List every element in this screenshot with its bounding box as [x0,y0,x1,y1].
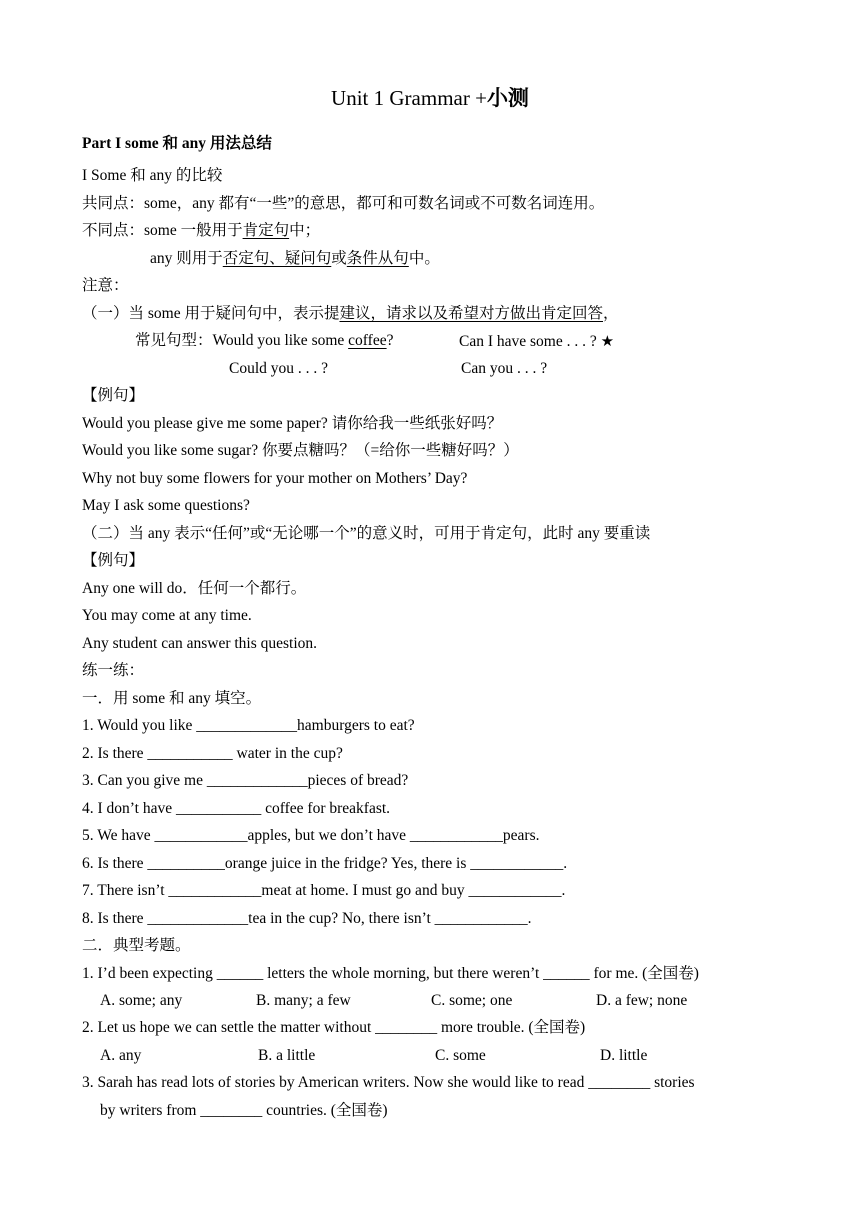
option: B. many; a few [256,992,351,1009]
text-run: any 则用于 [150,250,223,267]
star-icon: ★ [600,332,615,350]
text-run: 中。 [408,250,440,267]
exam-question-1: 1. I’d been expecting ______ letters the whole morning, but there weren’t ______ for me. (全国卷) [82,965,699,982]
underlined-text: 否定句、疑问句 [222,250,332,267]
difference-any [150,248,440,270]
fill-question-3: 3. Can you give me _____________pieces of bread? [82,772,409,789]
pattern-line-1 [135,330,393,352]
same-points: 共同点：some，any 都有“一些”的意思，都可和可数名词或不可数名词连用。 [82,195,605,212]
note-label: 注意： [82,277,129,294]
note-one [82,303,619,325]
example-sentence: Why not buy some flowers for your mother on Mothers’ Day? [82,470,468,487]
page-title [0,84,860,112]
text-run: ， [603,305,619,322]
fill-question-6: 6. Is there __________orange juice in the fridge? Yes, there is ____________. [82,855,568,872]
fill-question-7: 7. There isn’t ____________meat at home. I must go and buy ____________. [82,882,566,899]
example-sentence: Any one will do．任何一个都行。 [82,580,307,597]
example-label: 【例句】 [82,387,145,404]
underlined-text: 肯定句 [242,222,290,239]
practice-label: 练一练： [82,662,145,679]
text-run: 不同点：some 一般用于 [82,222,243,239]
note-two: （二）当 any 表示“任何”或“无论哪一个”的意义时，可用于肯定句，此时 any 要重读 [82,525,651,542]
underlined-text: 建议，请求以及希望对方做出肯定回答 [339,305,603,322]
option: C. some [435,1047,486,1064]
option: D. little [600,1047,648,1064]
option: D. a few; none [596,992,688,1009]
option: B. a little [258,1047,316,1064]
text-run: ? [386,332,394,349]
pattern-line-1b [459,330,614,353]
example-sentence: May I ask some questions? [82,497,250,514]
fill-question-1: 1. Would you like _____________hamburgers to eat? [82,717,415,734]
text-run: 中； [289,222,321,239]
example-sentence: Would you please give me some paper? 请你给我一些纸张好吗？ [82,415,503,432]
text-run: 或 [331,250,347,267]
fill-question-8: 8. Is there _____________tea in the cup? No, there isn’t ____________. [82,910,532,927]
section-two-heading: 二．典型考题。 [82,937,191,954]
text-run: （一）当 some 用于疑问句中，表示提 [82,305,340,322]
text-run: Can I have some . . . ? [459,333,597,350]
example-label: 【例句】 [82,552,145,569]
example-sentence: Any student can answer this question. [82,635,318,652]
example-sentence: You may come at any time. [82,607,252,624]
title-cn: 小测 [486,86,529,110]
example-sentence: Would you like some sugar? 你要点糖吗？（=给你一些糖好吗？） [82,442,519,459]
difference-some [82,220,320,242]
exam-question-3-cont: by writers from ________ countries. (全国卷) [100,1102,388,1119]
title-main: Unit 1 Grammar + [331,86,487,110]
part1-subheading: I Some 和 any 的比较 [82,167,223,184]
exam-question-3: 3. Sarah has read lots of stories by American writers. Now she would like to read ________ stories [82,1074,695,1091]
fill-question-2: 2. Is there ___________ water in the cup? [82,745,343,762]
option: C. some; one [431,992,513,1009]
fill-question-4: 4. I don’t have ___________ coffee for breakfast. [82,800,391,817]
fill-question-5: 5. We have ____________apples, but we don’t have ____________pears. [82,827,540,844]
section-one-heading: 一．用 some 和 any 填空。 [82,690,262,707]
pattern-line-2a: Could you . . . ? [229,360,329,377]
option: A. any [100,1047,142,1064]
text-run: 常见句型：Would you like some [135,332,349,349]
pattern-line-2b: Can you . . . ? [461,360,548,377]
underlined-text: 条件从句 [346,250,409,267]
exam-question-2: 2. Let us hope we can settle the matter without ________ more trouble. (全国卷) [82,1019,586,1036]
option: A. some; any [100,992,183,1009]
underlined-text: coffee [348,332,387,349]
part1-heading: Part I some 和 any 用法总结 [82,135,272,152]
